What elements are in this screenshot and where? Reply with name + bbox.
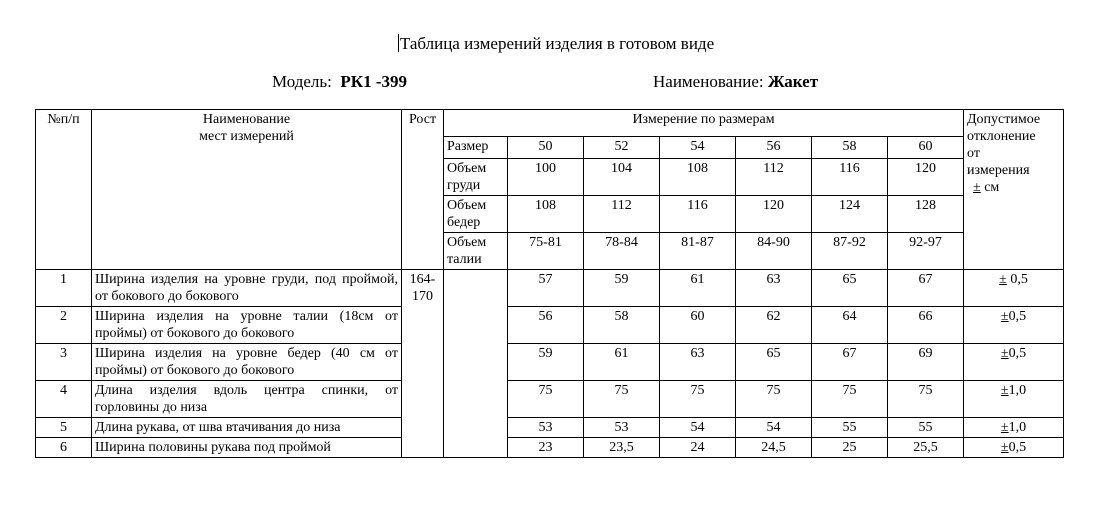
value-cell: 61	[660, 270, 736, 307]
naming-line	[653, 72, 818, 92]
value-cell: 61	[584, 344, 660, 381]
size-cell: 116	[660, 196, 736, 233]
value-cell: 58	[584, 307, 660, 344]
tolerance-value: 1,0	[1008, 383, 1027, 398]
size-cell: 112	[736, 159, 812, 196]
size-cell: 120	[888, 159, 964, 196]
value-cell: 75	[508, 381, 584, 418]
value-cell: 65	[736, 344, 812, 381]
row-number: 1	[36, 270, 92, 307]
row-measurement-name: Ширина половины рукава под проймой	[92, 438, 402, 458]
value-cell: 53	[508, 418, 584, 438]
value-cell: 63	[660, 344, 736, 381]
value-cell: 53	[584, 418, 660, 438]
table-row	[36, 344, 1064, 381]
value-cell: 56	[508, 307, 584, 344]
row-measurement-name: Длина изделия вдоль центра спинки, от горловины до низа	[92, 381, 402, 418]
value-cell: 75	[660, 381, 736, 418]
plus-minus-sign: ±	[1000, 346, 1009, 361]
plus-minus-sign: ±	[1000, 309, 1009, 324]
empty-label-cell	[444, 270, 508, 458]
value-cell: 24	[660, 438, 736, 458]
value-cell: 66	[888, 307, 964, 344]
value-cell: 24,5	[736, 438, 812, 458]
size-cell: 52	[584, 137, 660, 159]
size-cell: 50	[508, 137, 584, 159]
header-num: №п/п	[36, 110, 92, 270]
row-measurement-name: Ширина изделия на уровне бедер (40 см от проймы) от бокового до бокового	[92, 344, 402, 381]
size-cell: 56	[736, 137, 812, 159]
size-cell: 100	[508, 159, 584, 196]
value-cell: 64	[812, 307, 888, 344]
header-tolerance: Допустимое отклонение от измерения ± см	[964, 110, 1064, 270]
height-value: 164- 170	[402, 270, 444, 458]
size-cell: 75-81	[508, 233, 584, 270]
tolerance-cell	[964, 307, 1064, 344]
value-cell: 75	[584, 381, 660, 418]
size-cell: 81-87	[660, 233, 736, 270]
value-cell: 62	[736, 307, 812, 344]
size-cell: 104	[584, 159, 660, 196]
model-label: Модель:	[272, 72, 332, 91]
plus-minus-sign: ±	[1000, 383, 1009, 398]
value-cell: 23	[508, 438, 584, 458]
size-cell: 92-97	[888, 233, 964, 270]
size-cell: 54	[660, 137, 736, 159]
value-cell: 59	[508, 344, 584, 381]
naming-label: Наименование:	[653, 72, 764, 91]
row-number: 2	[36, 307, 92, 344]
size-cell: 128	[888, 196, 964, 233]
row-measurement-name: Длина рукава, от шва втачивания до низа	[92, 418, 402, 438]
model-value: РК1 -399	[340, 72, 407, 91]
size-row-label: Объем груди	[444, 159, 508, 196]
size-cell: 60	[888, 137, 964, 159]
row-measurement-name: Ширина изделия на уровне талии (18см от проймы) от бокового до бокового	[92, 307, 402, 344]
row-number: 4	[36, 381, 92, 418]
text-cursor	[398, 34, 399, 52]
row-number: 5	[36, 418, 92, 438]
tolerance-cell	[964, 381, 1064, 418]
header-place: Наименование мест измерений	[92, 110, 402, 270]
size-cell: 112	[584, 196, 660, 233]
value-cell: 75	[812, 381, 888, 418]
size-row-label: Объем талии	[444, 233, 508, 270]
row-number: 3	[36, 344, 92, 381]
value-cell: 60	[660, 307, 736, 344]
value-cell: 23,5	[584, 438, 660, 458]
tolerance-cell	[964, 438, 1064, 458]
size-cell: 84-90	[736, 233, 812, 270]
tolerance-value: 0,5	[1006, 272, 1028, 287]
value-cell: 67	[888, 270, 964, 307]
size-cell: 58	[812, 137, 888, 159]
size-cell: 120	[736, 196, 812, 233]
value-cell: 55	[812, 418, 888, 438]
plus-minus-sign: ±	[999, 272, 1007, 287]
naming-value: Жакет	[767, 72, 819, 91]
table-row	[36, 270, 1064, 307]
value-cell: 25,5	[888, 438, 964, 458]
table-row	[36, 418, 1064, 438]
value-cell: 63	[736, 270, 812, 307]
value-cell: 59	[584, 270, 660, 307]
size-cell: 108	[508, 196, 584, 233]
value-cell: 75	[736, 381, 812, 418]
table-row	[36, 438, 1064, 458]
table-row	[36, 307, 1064, 344]
size-cell: 116	[812, 159, 888, 196]
value-cell: 57	[508, 270, 584, 307]
size-row-label: Объем бедер	[444, 196, 508, 233]
measurements-table	[35, 109, 1064, 458]
model-line	[272, 72, 407, 92]
header-height: Рост	[402, 110, 444, 270]
size-cell: 78-84	[584, 233, 660, 270]
tolerance-value: 0,5	[1008, 309, 1027, 324]
value-cell: 65	[812, 270, 888, 307]
value-cell: 69	[888, 344, 964, 381]
value-cell: 54	[660, 418, 736, 438]
plus-minus-sign: ±	[1000, 420, 1009, 435]
tolerance-cell	[964, 270, 1064, 307]
tolerance-cell	[964, 418, 1064, 438]
size-cell: 108	[660, 159, 736, 196]
row-measurement-name: Ширина изделия на уровне груди, под проймой, от бокового до бокового	[92, 270, 402, 307]
size-cell: 124	[812, 196, 888, 233]
table-row	[36, 381, 1064, 418]
header-sizes: Измерение по размерам	[444, 110, 964, 137]
tolerance-cell	[964, 344, 1064, 381]
size-row-label: Размер	[444, 137, 508, 159]
size-cell: 87-92	[812, 233, 888, 270]
tolerance-value: 0,5	[1008, 440, 1027, 455]
value-cell: 55	[888, 418, 964, 438]
value-cell: 54	[736, 418, 812, 438]
row-number: 6	[36, 438, 92, 458]
value-cell: 75	[888, 381, 964, 418]
value-cell: 25	[812, 438, 888, 458]
tolerance-value: 0,5	[1008, 346, 1027, 361]
document-title: Таблица измерений изделия в готовом виде	[399, 34, 715, 53]
plus-minus-sign: ±	[1000, 440, 1009, 455]
tolerance-value: 1,0	[1008, 420, 1027, 435]
value-cell: 67	[812, 344, 888, 381]
